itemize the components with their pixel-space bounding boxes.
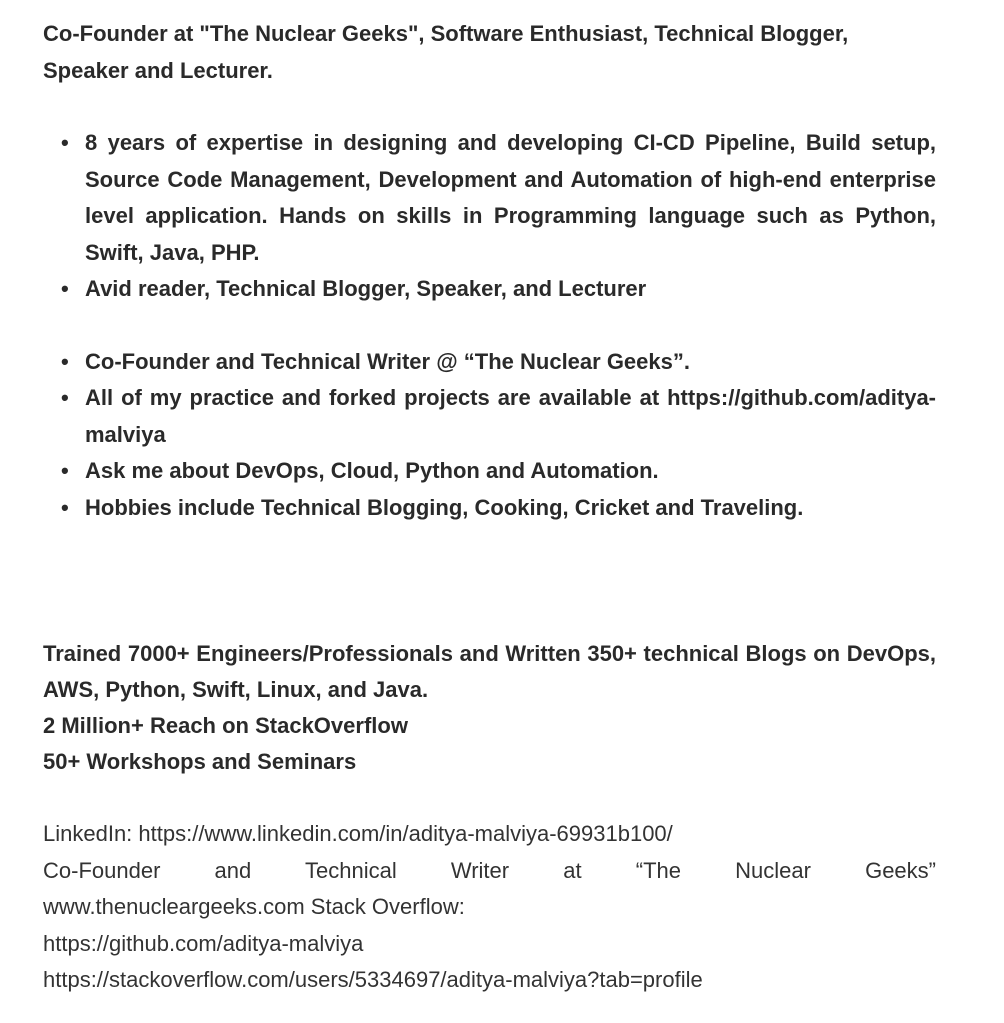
stats-workshops: 50+ Workshops and Seminars — [43, 749, 357, 774]
linkedin-link[interactable]: LinkedIn: https://www.linkedin.com/in/aditya-malviya-69931b100/ — [43, 821, 673, 846]
stats-block — [43, 636, 936, 780]
list-item: • Hobbies include Technical Blogging, Cooking, Cricket and Traveling. — [43, 490, 936, 527]
website-stackoverflow-line[interactable]: www.thenucleargeeks.com Stack Overflow: — [43, 894, 465, 919]
list-item: • All of my practice and forked projects are available at https://github.com/aditya-malviya — [43, 380, 936, 453]
stats-stackoverflow-reach: 2 Million+ Reach on StackOverflow — [43, 713, 408, 738]
list-item: • Co-Founder and Technical Writer @ “The Nuclear Geeks”. — [43, 344, 936, 381]
expertise-list — [43, 125, 936, 308]
about-list — [43, 344, 936, 527]
profile-content — [43, 16, 936, 999]
links-block — [43, 816, 936, 999]
intro-text: Co-Founder at "The Nuclear Geeks", Software Enthusiast, Technical Blogger, Speaker and Lecturer. — [43, 21, 849, 83]
stats-training: Trained 7000+ Engineers/Professionals and Written 350+ technical Blogs on DevOps, AWS, Python, Swift, Linux, and Java. — [43, 641, 936, 702]
stackoverflow-link[interactable]: https://stackoverflow.com/users/5334697/aditya-malviya?tab=profile — [43, 967, 703, 992]
github-link[interactable]: https://github.com/aditya-malviya — [43, 930, 364, 956]
list-item: • Avid reader, Technical Blogger, Speaker, and Lecturer — [43, 271, 936, 308]
cofounder-line: Co-Founder and Technical Writer at “The Nuclear Geeks” — [43, 857, 936, 883]
list-item: • 8 years of expertise in designing and developing CI-CD Pipeline, Build setup, Source Code Management, Development and Automation of high-end enterprise level application. Hands on skills in Programming language such as Python, Swift, Java, PHP. — [43, 125, 936, 271]
list-item: • Ask me about DevOps, Cloud, Python and Automation. — [43, 453, 936, 490]
